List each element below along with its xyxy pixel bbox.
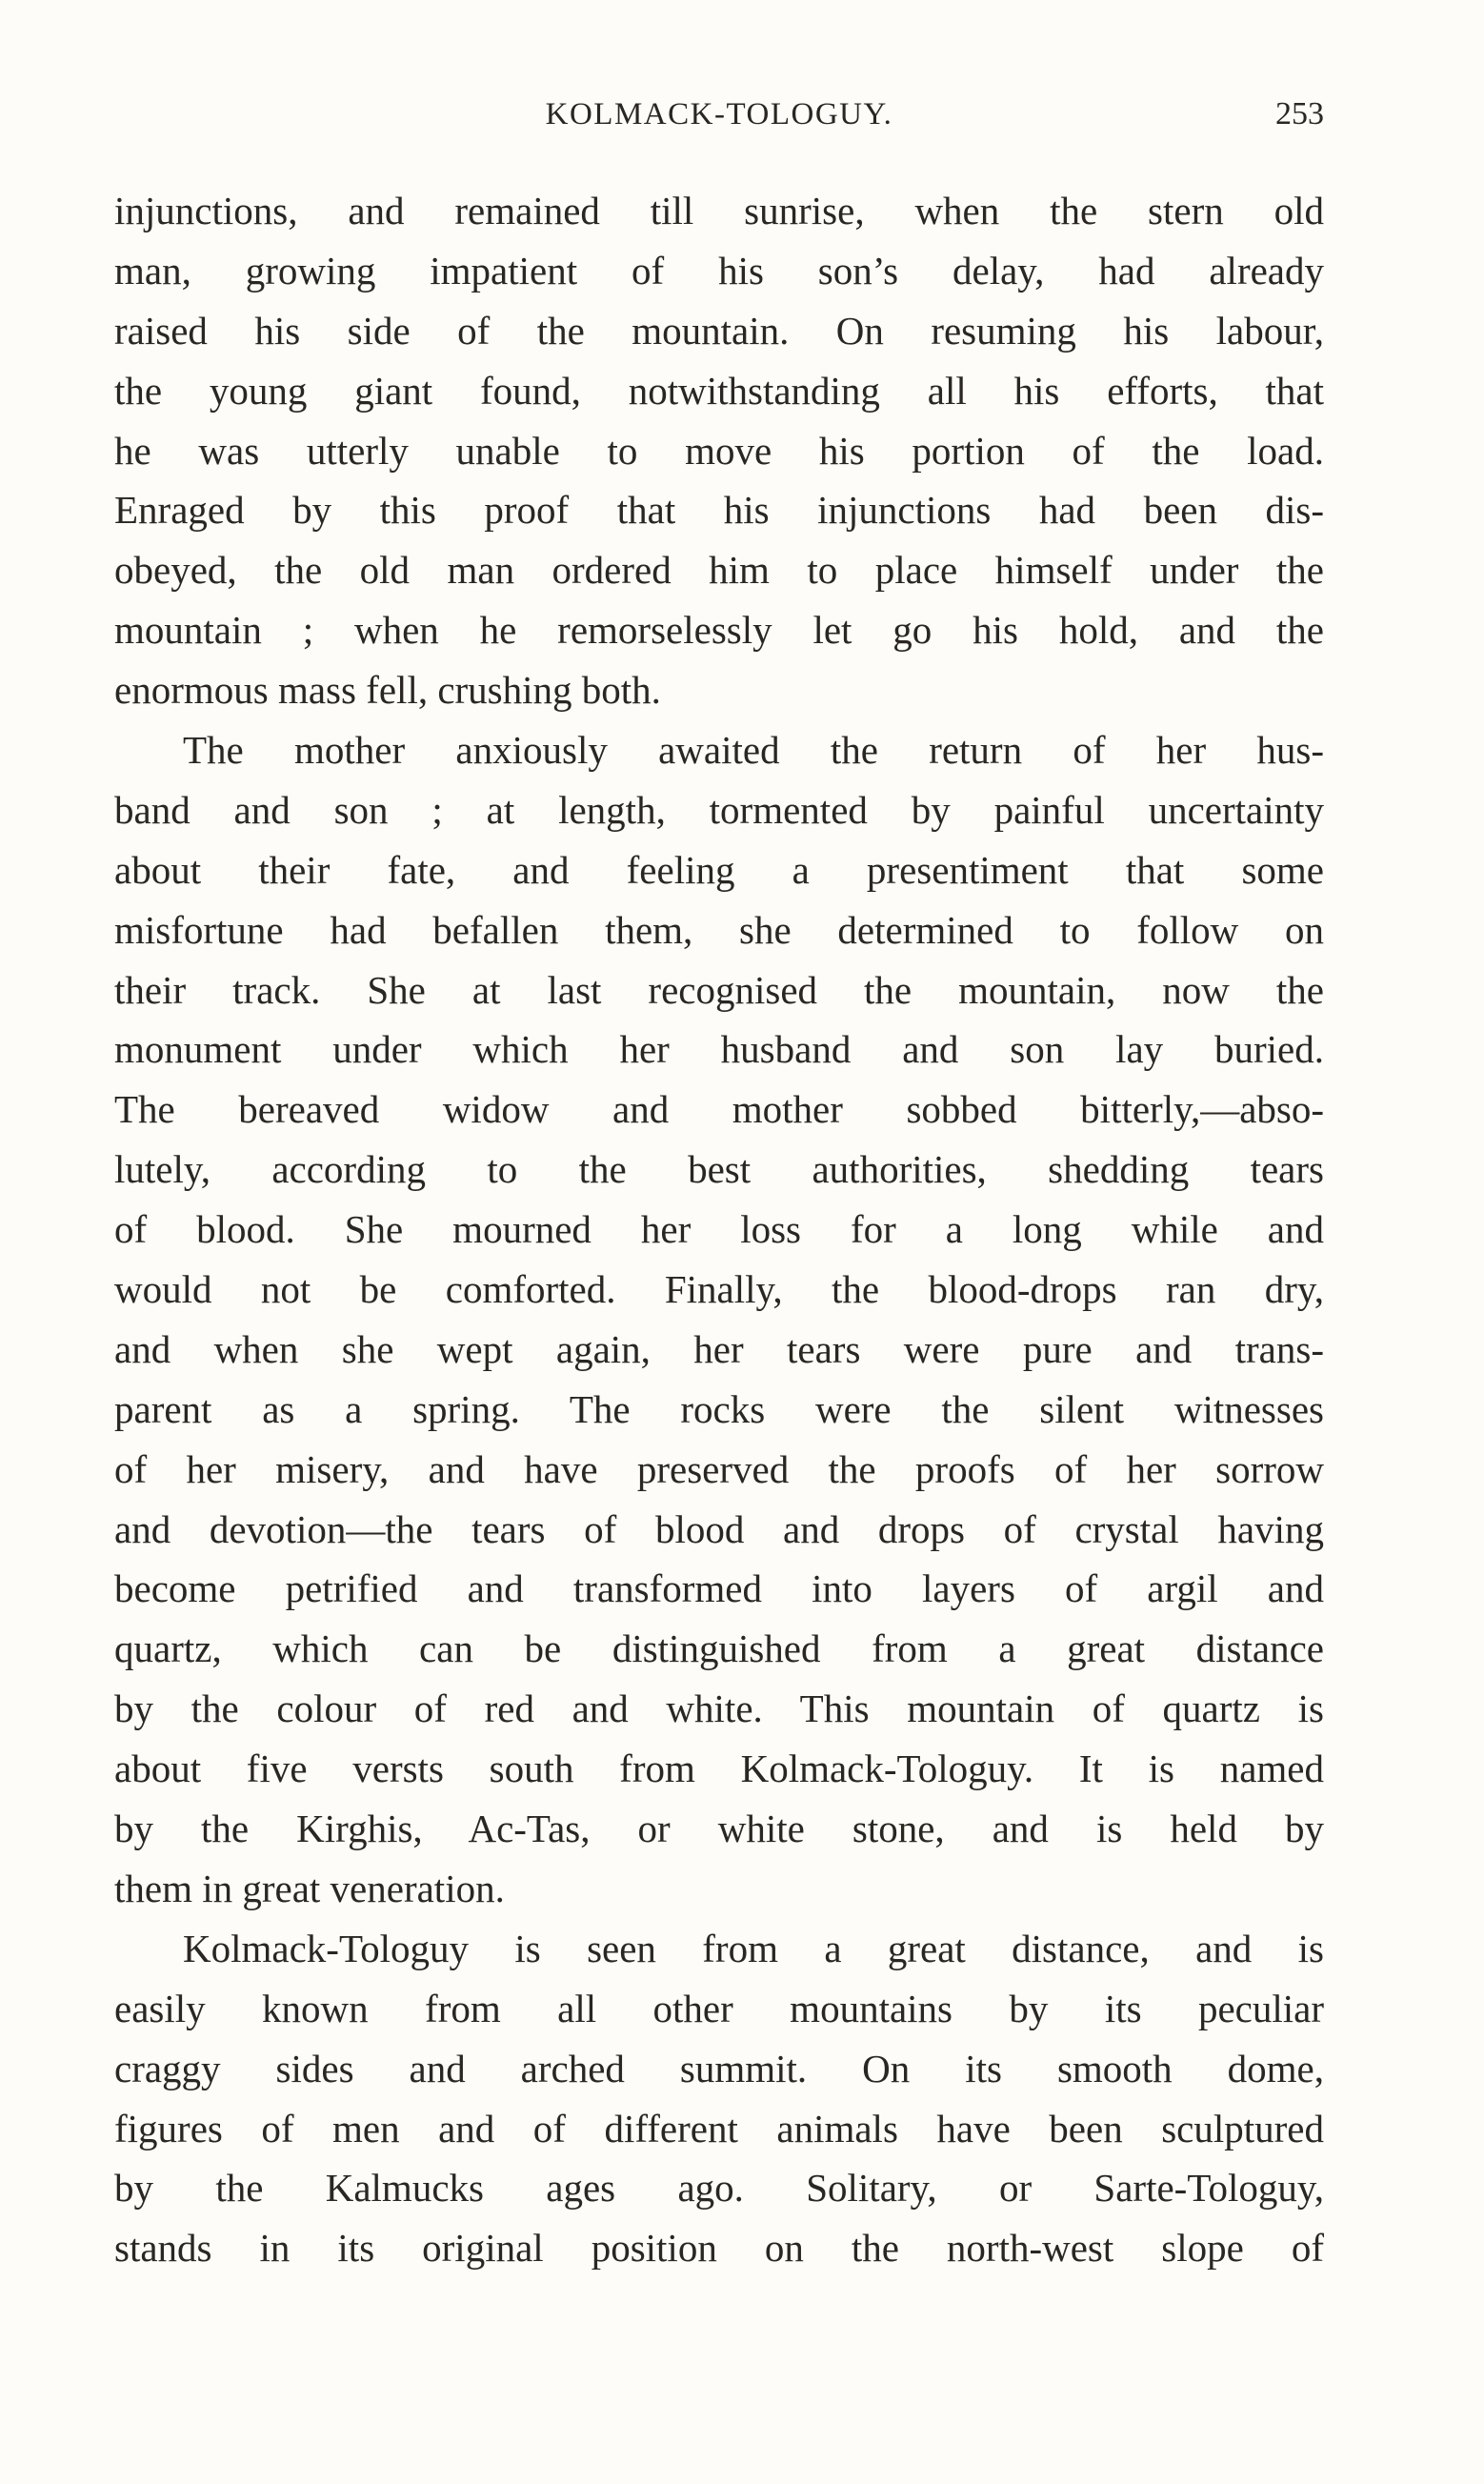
text-line: raised his side of the mountain. On resuming his labour, [114, 308, 1324, 353]
text-line: figures of men and of different animals have been sculptured [114, 2106, 1324, 2151]
text-line: become petrified and transformed into layers of argil and [114, 1566, 1324, 1611]
text-line: mountain ; when he remorselessly let go his hold, and the [114, 608, 1324, 653]
text-line: The mother anxiously awaited the return of her hus- [183, 728, 1324, 773]
text-line: the young giant found, notwithstanding all his efforts, that [114, 368, 1324, 413]
text-line: by the colour of red and white. This mountain of quartz is [114, 1686, 1324, 1731]
text-line: of blood. She mourned her loss for a long while and [114, 1207, 1324, 1252]
text-line: obeyed, the old man ordered him to place himself under the [114, 548, 1324, 593]
page-number: 253 [1275, 96, 1324, 131]
text-line: and when she wept again, her tears were pure and trans- [114, 1326, 1324, 1371]
text-line: Enraged by this proof that his injunctions had been dis- [114, 488, 1324, 533]
text-line: he was utterly unable to move his portion of the load. [114, 428, 1324, 473]
text-line: by the Kirghis, Ac-Tas, or white stone, and is held by [114, 1807, 1324, 1851]
text-line: of her misery, and have preserved the proofs of her sorrow [114, 1446, 1324, 1491]
body-text [114, 181, 1324, 2278]
text-line: lutely, according to the best authorities, shedding tears [114, 1147, 1324, 1192]
text-line: enormous mass fell, crushing both. [114, 668, 661, 713]
text-line: them in great veneration. [114, 1866, 505, 1910]
text-line: Kolmack-Tologuy is seen from a great distance, and is [183, 1926, 1324, 1970]
text-line: by the Kalmucks ages ago. Solitary, or Sarte-Tologuy, [114, 2166, 1324, 2211]
running-title: KOLMACK-TOLOGUY. [545, 97, 893, 131]
text-line: craggy sides and arched summit. On its smooth dome, [114, 2046, 1324, 2090]
text-line: injunctions, and remained till sunrise, when the stern old [114, 189, 1324, 232]
text-line: band and son ; at length, tormented by painful uncertainty [114, 787, 1324, 832]
text-line: their track. She at last recognised the mountain, now the [114, 967, 1324, 1012]
running-head [114, 91, 1324, 138]
text-line: about their fate, and feeling a presentiment that some [114, 847, 1324, 892]
text-line: about five versts south from Kolmack-Tologuy. It is named [114, 1747, 1324, 1791]
text-line: stands in its original position on the north-west slope of [114, 2226, 1324, 2271]
text-line: parent as a spring. The rocks were the silent witnesses [114, 1386, 1324, 1431]
text-line: and devotion—the tears of blood and drops of crystal having [114, 1506, 1324, 1551]
text-line: monument under which her husband and son lay buried. [114, 1027, 1324, 1072]
text-line: quartz, which can be distinguished from a great distance [114, 1626, 1324, 1671]
text-line: man, growing impatient of his son’s delay, had already [114, 248, 1324, 293]
text-line: would not be comforted. Finally, the blood-drops ran dry, [114, 1267, 1324, 1312]
text-line: misfortune had befallen them, she determined to follow on [114, 907, 1324, 952]
text-line: easily known from all other mountains by its peculiar [114, 1986, 1324, 2030]
text-line: The bereaved widow and mother sobbed bitterly,—abso- [114, 1087, 1324, 1132]
